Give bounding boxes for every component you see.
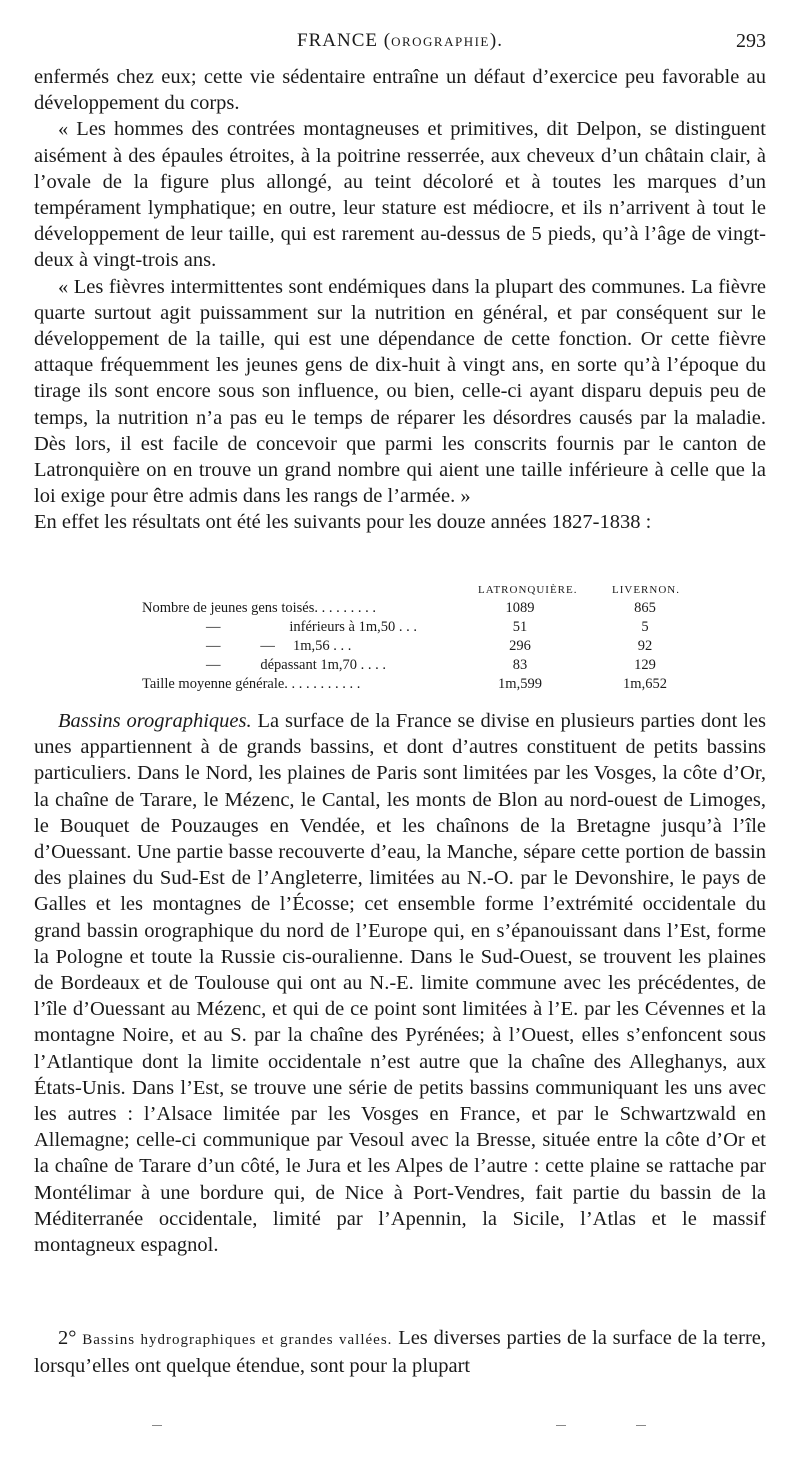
section-bassins-hydrographiques (34, 1325, 766, 1379)
table-row (0, 600, 800, 618)
paragraph-continuation: enfermés chez eux; cette vie sédentaire entraîne un défaut d’exercice peu favorable au développement du corps. (34, 66, 766, 115)
paragraph-bassins (34, 708, 766, 1258)
page-number: 293 (736, 30, 766, 52)
section-bassins-orographiques (34, 708, 766, 1258)
paragraph-delpon-quote: « Les hommes des contrées montagneuses et primitives, dit Delpon, se distinguent aisément à des épaules étroites, à la poitrine resserrée, aux cheveux d’un châtain clair, à l’ovale de la figure plus allongé, au teint décoloré et à toutes les marques d’un tempérament lymphatique; en outre, leur stature est médiocre, et ils n’arrivent à tout le développement de leur taille, qui est rarement au-dessus de 5 pieds, qu’à l’âge de vingt-deux à vingt-trois ans. (34, 118, 766, 272)
section-number: 2° (58, 1327, 77, 1349)
header-title: FRANCE (OROGRAPHIE). (297, 30, 503, 51)
running-header (0, 30, 800, 58)
value-livernon: 1m,652 (623, 676, 667, 692)
table-row (0, 657, 800, 675)
paragraph-body: La surface de la France se divise en plusieurs parties dont les unes appartiennent à de grands bassins, et dont d’autres constituent de petits bassins particuliers. Dans le Nord, les plaines de Paris sont limitées par les Vosges, la côte d’Or, la chaîne de Tarare, le Mézenc, le Cantal, les monts de Blon au nord-ouest de Limoges, le Bouquet de Pouzauges en Vendée, et les chaînons de la Bretagne jusqu’à l’île d’Ouessant. Une partie basse recouverte d’eau, la Manche, sépare cette portion de bassin des plaines du Sud-Est de l’Angleterre, limitées au N.-O. par le Devonshire, le pays de Galles et les montagnes de l’Écosse; cet ensemble forme l’extrémité occidentale du grand bassin orographique du nord de l’Europe qui, en s’épanouissant dans l’Est, forme la Pologne et toute la Russie cis-ouralienne. Dans le Sud-Ouest, se trouvent les plaines de Bordeaux et de Toulouse qui ont au N.-E. limite commune avec les précédentes, de l’île d’Ouessant au Mézenc, et qui de ce point sont limitées à l’E. par les Cévennes et la montagne Noire, et au S. par la chaîne des Pyrénées; à l’Ouest, elles s’enfoncent sous l’Atlantique dont la limite occidentale n’est autre que la chaîne des Alleghanys, aux États-Unis. Dans l’Est, se trouve une série de petits bassins communiquant les uns avec les autres : l’Alsace limitée par les Vosges en France, et par le Schwartzwald en Allemagne; celle-ci communique par Vesoul avec la Bresse, située entre la côte d’Or et la chaîne de Tarare d’un côté, le Jura et les Alpes de l’autre : cette plaine se rattache par Montélimar à une bordure qui, de Nice à Port-Vendres, fait partie du bassin de la Méditerranée occidentale, limité par l’Apennin, la Sicile, l’Atlas et le massif montagneux espagnol. (34, 710, 766, 1257)
value-livernon: 5 (641, 619, 649, 635)
section-heading-smallcaps: Bassins hydrographiques et grandes vallées. (82, 1332, 393, 1348)
paragraph-body: Les diverses parties de la surface de la terre, lorsqu’elles ont quelque étendue, sont pour la plupart (34, 1327, 767, 1378)
value-latronquiere: 296 (509, 638, 531, 654)
paragraph-results-intro: En effet les résultats ont été les suivants pour les douze années 1827-1838 : (34, 511, 652, 534)
row-label: — — 1m,56 . . . (206, 638, 352, 654)
value-livernon: 92 (637, 638, 653, 654)
paragraph-hydro (34, 1325, 766, 1379)
section-heading-italic: Bassins orographiques. (58, 710, 252, 732)
value-latronquiere: 51 (512, 619, 528, 635)
row-label: Taille moyenne générale. . . . . . . . . . . (142, 676, 361, 692)
table-row (0, 638, 800, 656)
row-label: — inférieurs à 1m,50 . . . (206, 619, 418, 635)
table-row (0, 676, 800, 694)
value-livernon: 865 (634, 600, 656, 616)
print-mark (556, 1425, 566, 1426)
row-label: Nombre de jeunes gens toisés. . . . . . . . . (142, 600, 376, 616)
print-mark (152, 1425, 162, 1426)
value-latronquiere: 83 (512, 657, 528, 673)
value-latronquiere: 1m,599 (498, 676, 542, 692)
bottom-print-marks (0, 1425, 800, 1435)
paragraph-fevers: « Les fièvres intermittentes sont endémiques dans la plupart des communes. La fièvre quarte surtout agit puissamment sur la nutrition en général, et par conséquent sur le développement de la taille, qui est une dépendance de cette fonction. Or cette fièvre attaque fréquemment les jeunes gens de dix-huit à vingt ans, en sorte qu’à l’époque du tirage ils sont encore sous son influence, ou bien, celle-ci ayant disparu depuis peu de temps, la nutrition n’a pas eu le temps de réparer les désordres causés par la maladie. Dès lors, il est facile de concevoir que parmi les conscrits fournis par le canton de Latronquière on en trouve un grand nombre qui aient une taille inférieure à celle que la loi exige pour être admis dans les rangs de l’armée. » (34, 275, 766, 508)
value-livernon: 129 (634, 657, 656, 673)
column-header-livernon: LIVERNON. (612, 584, 680, 596)
row-label: — dépassant 1m,70 . . . . (206, 657, 387, 673)
text-block-top (34, 64, 766, 536)
value-latronquiere: 1089 (505, 600, 535, 616)
print-mark (636, 1425, 646, 1426)
column-header-latronquiere: LATRONQUIÈRE. (478, 584, 578, 596)
table-row (0, 619, 800, 637)
header-title-smallcaps: OROGRAPHIE (391, 34, 490, 49)
